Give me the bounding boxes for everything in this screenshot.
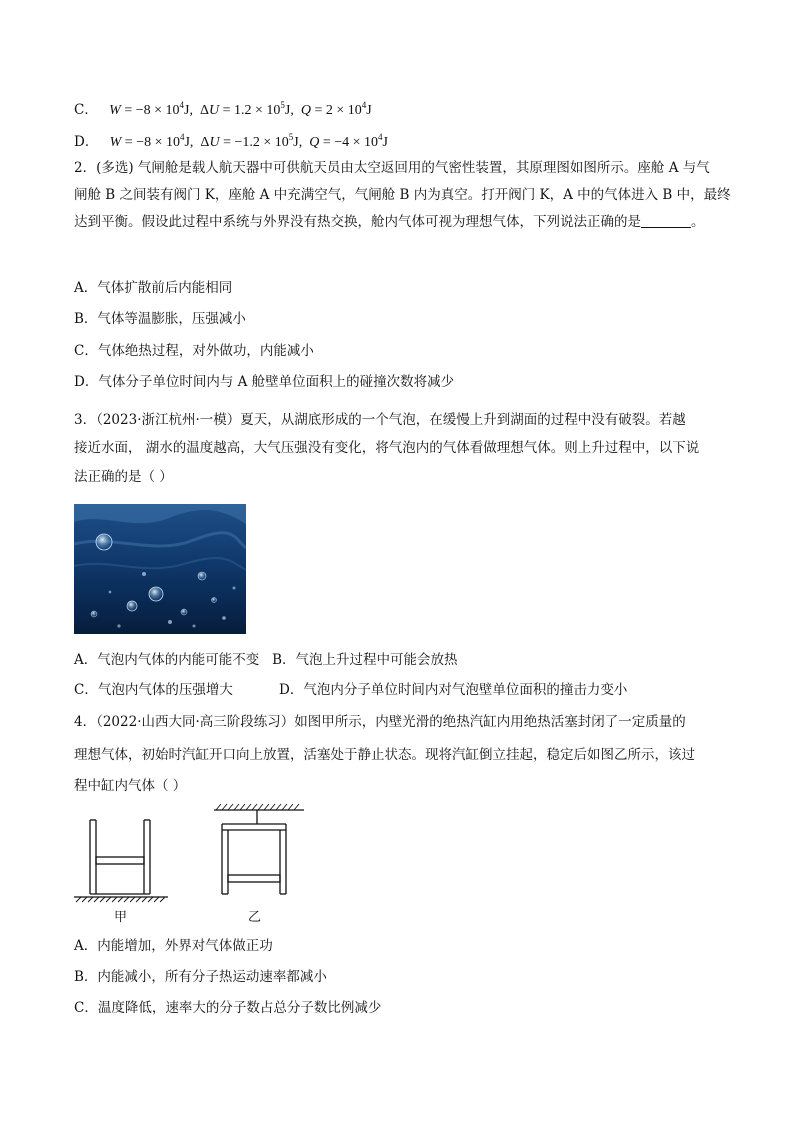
q3-stem-line3: 法正确的是（ ） (74, 469, 173, 485)
q4-option-b: B．内能减小，所有分子热运动速率都减小 (74, 969, 327, 985)
q3-stem-line1: 3．（2023·浙江杭州·一模）夏天，从湖底形成的一个气泡，在缓慢上升到湖面的过程中没有破裂。若越 (74, 412, 686, 428)
answer-blank[interactable] (641, 213, 691, 228)
q2-stem-line3-end: 。 (691, 214, 705, 230)
q1-option-c (74, 100, 372, 121)
cylinder-figure (72, 802, 312, 924)
fig-label-jia: 甲 (114, 910, 128, 925)
q1-option-d (74, 132, 388, 153)
q1-option-c-formula: $W = -8 \times 10^4J$, $\Delta U = 1.2 \times 10^5J$, $Q = 2 \times 10^4J$ (109, 100, 372, 118)
q1-option-d-label: D． (74, 134, 99, 150)
cylinder-diagram (72, 802, 312, 924)
q4-option-c: C．温度降低，速率大的分子数占总分子数比例减少 (74, 1000, 382, 1016)
q4-stem-line2: 理想气体，初始时汽缸开口向上放置，活塞处于静止状态。现将汽缸倒立挂起，稳定后如图乙所示，该过 (74, 747, 695, 763)
q2-option-b: B．气体等温膨胀，压强减小 (74, 311, 246, 327)
q4-stem-line3: 程中缸内气体（ ） (74, 778, 187, 794)
q2-stem-line1: 2．(多选) 气闸舱是载人航天器中可供航天员由太空返回用的气密性装置，其原理图如图所示。座舱 A 与气 (74, 160, 710, 176)
q1-option-c-label: C． (74, 102, 98, 118)
ground-hatch (76, 897, 165, 902)
q3-option-a: A．气泡内气体的内能可能不变 (74, 652, 260, 668)
cylinder-jia (74, 820, 168, 897)
ceiling-hatch (216, 804, 299, 810)
q3-stem-line2: 接近水面， 湖水的温度越高，大气压强没有变化，将气泡内的气体看做理想气体。则上升过程中，以下说 (74, 440, 700, 456)
underwater-bubbles-photo (74, 504, 246, 634)
q2-option-d: D．气体分子单位时间内与 A 舱壁单位面积上的碰撞次数将减少 (74, 374, 455, 390)
q3-options-row2 (74, 680, 627, 700)
cylinder-yi (222, 810, 286, 894)
q2-stem-line3 (74, 212, 705, 232)
fig-label-yi: 乙 (248, 910, 262, 925)
q2-option-a: A．气体扩散前后内能相同 (74, 280, 233, 296)
q3-options-row1 (74, 650, 458, 670)
q4-option-a: A．内能增加，外界对气体做正功 (74, 938, 273, 954)
q3-option-c: C．气泡内气体的压强增大 (74, 682, 233, 698)
q2-stem-line2: 闸舱 B 之间装有阀门 K，座舱 A 中充满空气，气闸舱 B 内为真空。打开阀门 K，A 中的气体进入 B 中，最终 (74, 187, 731, 203)
q4-stem-line1: 4．（2022·山西大同·高三阶段练习）如图甲所示，内壁光滑的绝热汽缸内用绝热活塞封闭了一定质量的 (74, 714, 686, 730)
q1-option-d-formula: $W = -8 \times 10^4J$, $\Delta U = -1.2 \times 10^5J$, $Q = -4 \times 10^4J$ (109, 132, 388, 150)
q2-stem-line3-text: 达到平衡。假设此过程中系统与外界没有热交换，舱内气体可视为理想气体，下列说法正确的是 (74, 214, 641, 230)
q2-option-c: C．气体绝热过程，对外做功，内能减小 (74, 343, 314, 359)
q3-option-b: B．气泡上升过程中可能会放热 (272, 652, 458, 668)
q3-option-d: D．气泡内分子单位时间内对气泡壁单位面积的撞击力变小 (279, 682, 628, 698)
bubbles-illustration (74, 504, 246, 634)
